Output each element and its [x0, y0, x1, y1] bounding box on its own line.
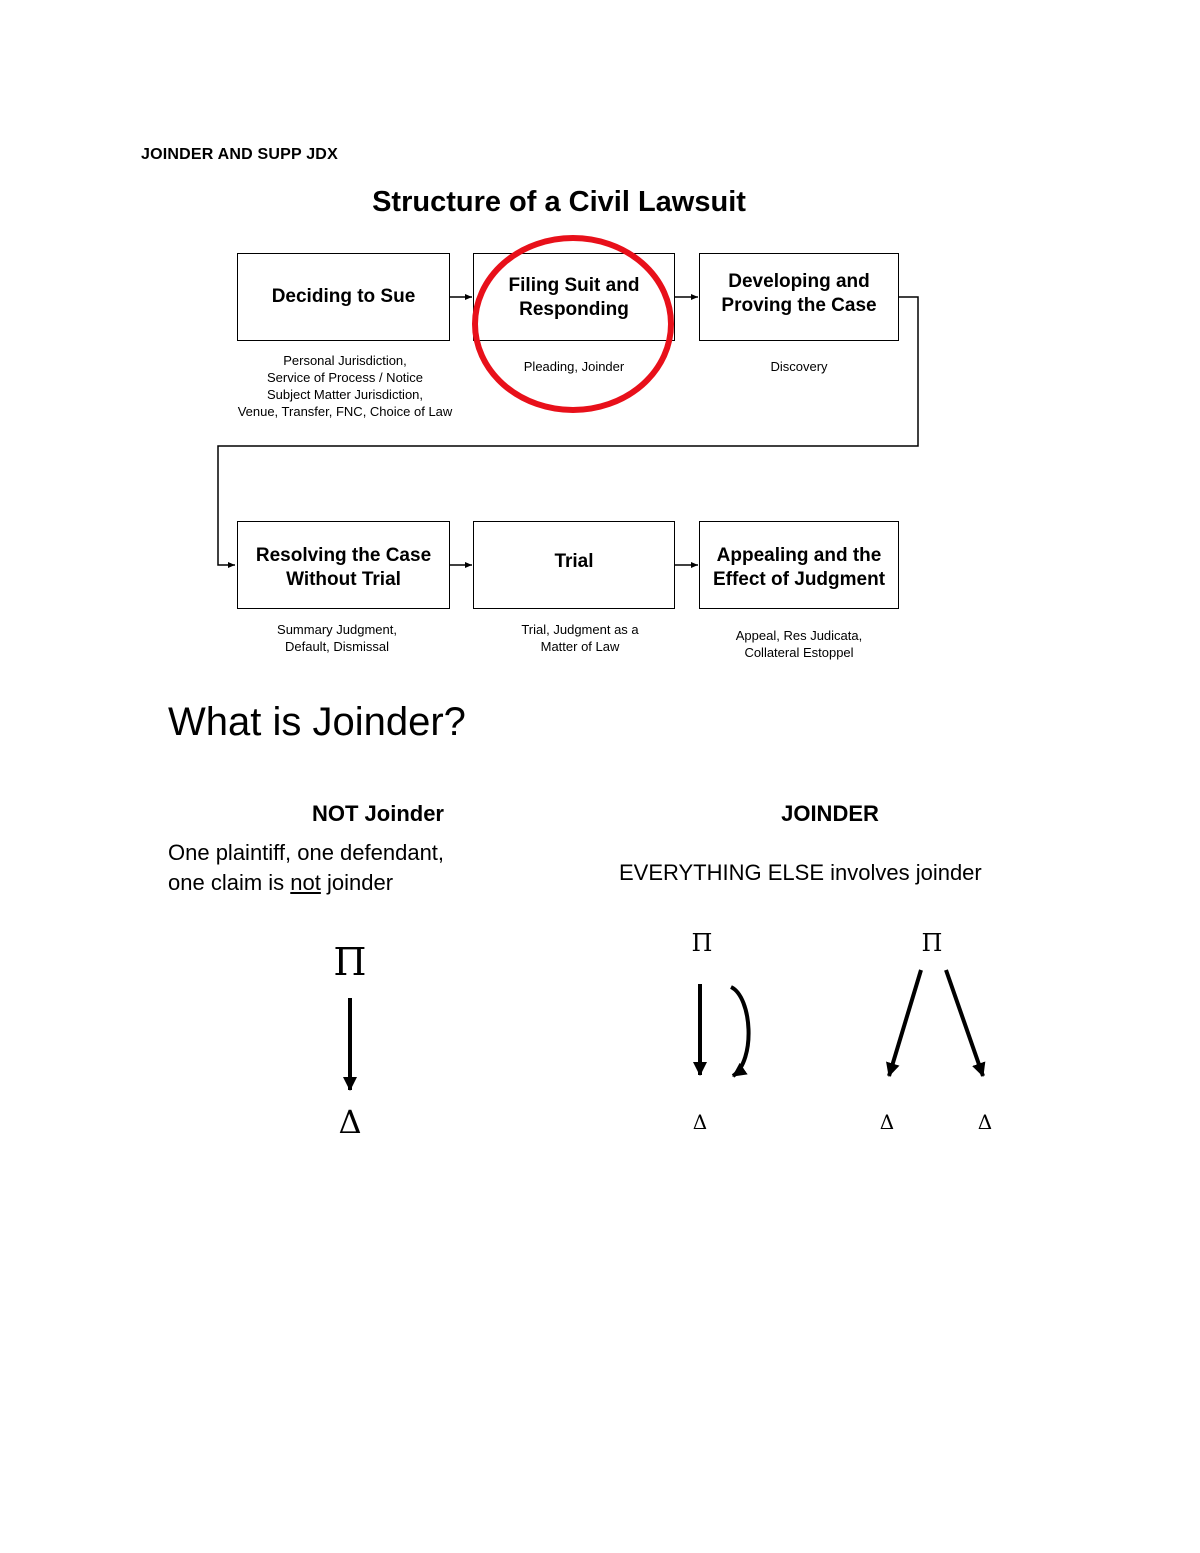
defendant-symbol-multiple-claims: Δ — [692, 1110, 708, 1134]
plaintiff-symbol-multiple-claims: Π — [691, 929, 713, 957]
plaintiff-symbol-single: Π — [333, 940, 367, 984]
stage-note-developing-case: Discovery — [770, 359, 828, 374]
not-joinder-heading: NOT Joinder — [311, 801, 444, 826]
not-joinder-description — [168, 838, 548, 898]
joinder-title: What is Joinder? — [168, 700, 466, 744]
claim-arrow-left-defendant — [889, 970, 921, 1076]
stage-resolving-without-trial: Resolving the Case Without Trial — [237, 521, 450, 609]
not-joinder-line-2: one claim is not joinder — [168, 870, 394, 895]
joinder-heading: JOINDER — [781, 801, 879, 826]
not-joinder-line-1: One plaintiff, one defendant, — [168, 840, 445, 865]
stage-trial: Trial — [473, 521, 675, 609]
document-heading: JOINDER AND SUPP JDX — [141, 146, 338, 163]
diagram-title: Structure of a Civil Lawsuit — [372, 186, 746, 218]
stage-note-resolving: Summary Judgment, Default, Dismissal — [277, 622, 397, 654]
stage-deciding-to-sue: Deciding to Sue — [237, 253, 450, 341]
stage-developing-case: Developing and Proving the Case — [699, 253, 899, 341]
stage-note-appealing: Appeal, Res Judicata, Collateral Estoppel — [735, 628, 863, 660]
stage-appealing: Appealing and the Effect of Judgment — [699, 521, 899, 609]
plaintiff-symbol-multiple-defendants: Π — [921, 929, 943, 957]
defendant-symbol-right: Δ — [977, 1110, 993, 1134]
not-emphasis: not — [290, 870, 321, 895]
claim-arrow-right-defendant — [946, 970, 983, 1076]
defendant-symbol-single: Δ — [338, 1103, 362, 1141]
stage-note-trial: Trial, Judgment as a Matter of Law — [521, 622, 639, 654]
stage-note-deciding-to-sue: Personal Jurisdiction, Service of Process / Notice Subject Matter Jurisdiction, Venue, Transfer, FNC, Choice of Law — [237, 353, 453, 419]
defendant-symbol-left: Δ — [879, 1110, 895, 1134]
stage-filing-suit: Filing Suit and Responding — [473, 253, 675, 341]
claim-arrow-second — [731, 987, 749, 1076]
joinder-description: EVERYTHING ELSE involves joinder — [619, 860, 982, 885]
stage-note-filing-suit: Pleading, Joinder — [523, 359, 625, 374]
